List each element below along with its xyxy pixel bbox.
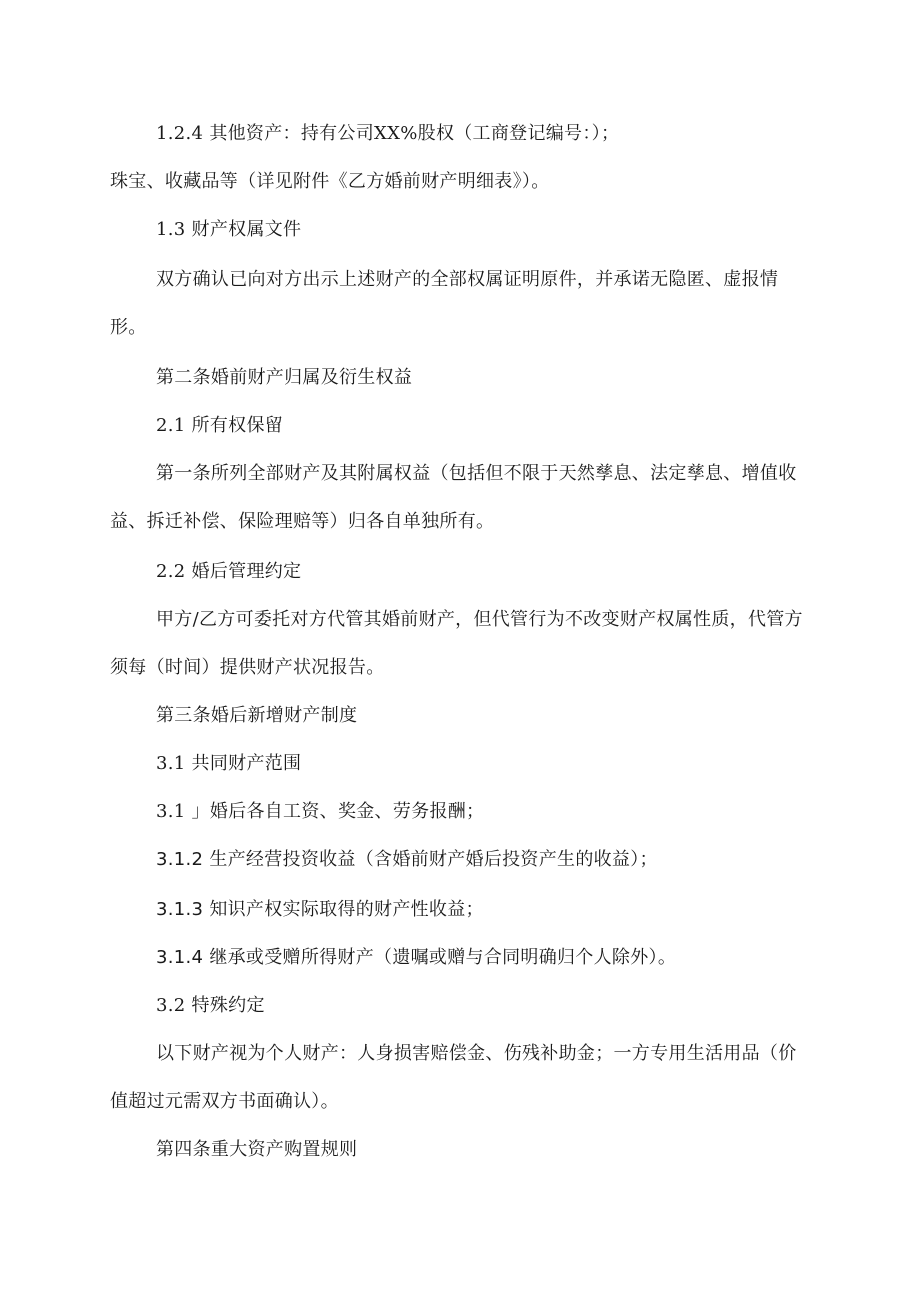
item-3-1-1: 3.1 」婚后各自工资、奖金、劳务报酬； bbox=[156, 801, 485, 822]
item-3-1-3: 3.1.3 知识产权实际取得的财产性收益； bbox=[156, 899, 484, 920]
section-2-2-heading: 2.2 婚后管理约定 bbox=[156, 561, 302, 582]
clause-1-2-4-continuation: 珠宝、收藏品等（详见附件《乙方婚前财产明细表》）。 bbox=[110, 171, 550, 192]
item-3-1-2: 3.1.2 生产经营投资收益（含婚前财产婚后投资产生的收益）； bbox=[156, 849, 658, 870]
article-2-heading: 第二条婚前财产归属及衍生权益 bbox=[156, 367, 413, 388]
article-3-heading: 第三条婚后新增财产制度 bbox=[156, 705, 358, 726]
section-2-2-paragraph: 甲方/乙方可委托对方代管其婚前财产，但代管行为不改变财产权属性质，代管方 bbox=[156, 609, 803, 630]
section-1-3-paragraph-continuation: 形。 bbox=[110, 317, 147, 338]
section-1-3-heading: 1.3 财产权属文件 bbox=[156, 219, 302, 240]
section-3-2-heading: 3.2 特殊约定 bbox=[156, 995, 265, 1016]
clause-1-2-4-line: 1.2.4 其他资产：持有公司XX%股权（工商登记编号：）； bbox=[156, 123, 620, 144]
section-2-1-heading: 2.1 所有权保留 bbox=[156, 415, 284, 436]
section-3-1-heading: 3.1 共同财产范围 bbox=[156, 753, 302, 774]
section-3-2-paragraph: 以下财产视为个人财产：人身损害赔偿金、伤残补助金；一方专用生活用品（价 bbox=[156, 1043, 797, 1064]
article-4-heading: 第四条重大资产购置规则 bbox=[156, 1139, 358, 1160]
section-2-1-paragraph: 第一条所列全部财产及其附属权益（包括但不限于天然孳息、法定孳息、增值收 bbox=[156, 463, 797, 484]
section-2-2-paragraph-continuation: 须每（时间）提供财产状况报告。 bbox=[110, 657, 385, 678]
item-3-1-4: 3.1.4 继承或受赠所得财产（遗嘱或赠与合同明确归个人除外）。 bbox=[156, 947, 677, 968]
section-2-1-paragraph-continuation: 益、拆迁补偿、保险理赔等）归各自单独所有。 bbox=[110, 511, 495, 532]
section-1-3-paragraph: 双方确认已向对方出示上述财产的全部权属证明原件，并承诺无隐匿、虚报情 bbox=[156, 269, 779, 290]
section-3-2-paragraph-continuation: 值超过元需双方书面确认）。 bbox=[110, 1091, 339, 1112]
